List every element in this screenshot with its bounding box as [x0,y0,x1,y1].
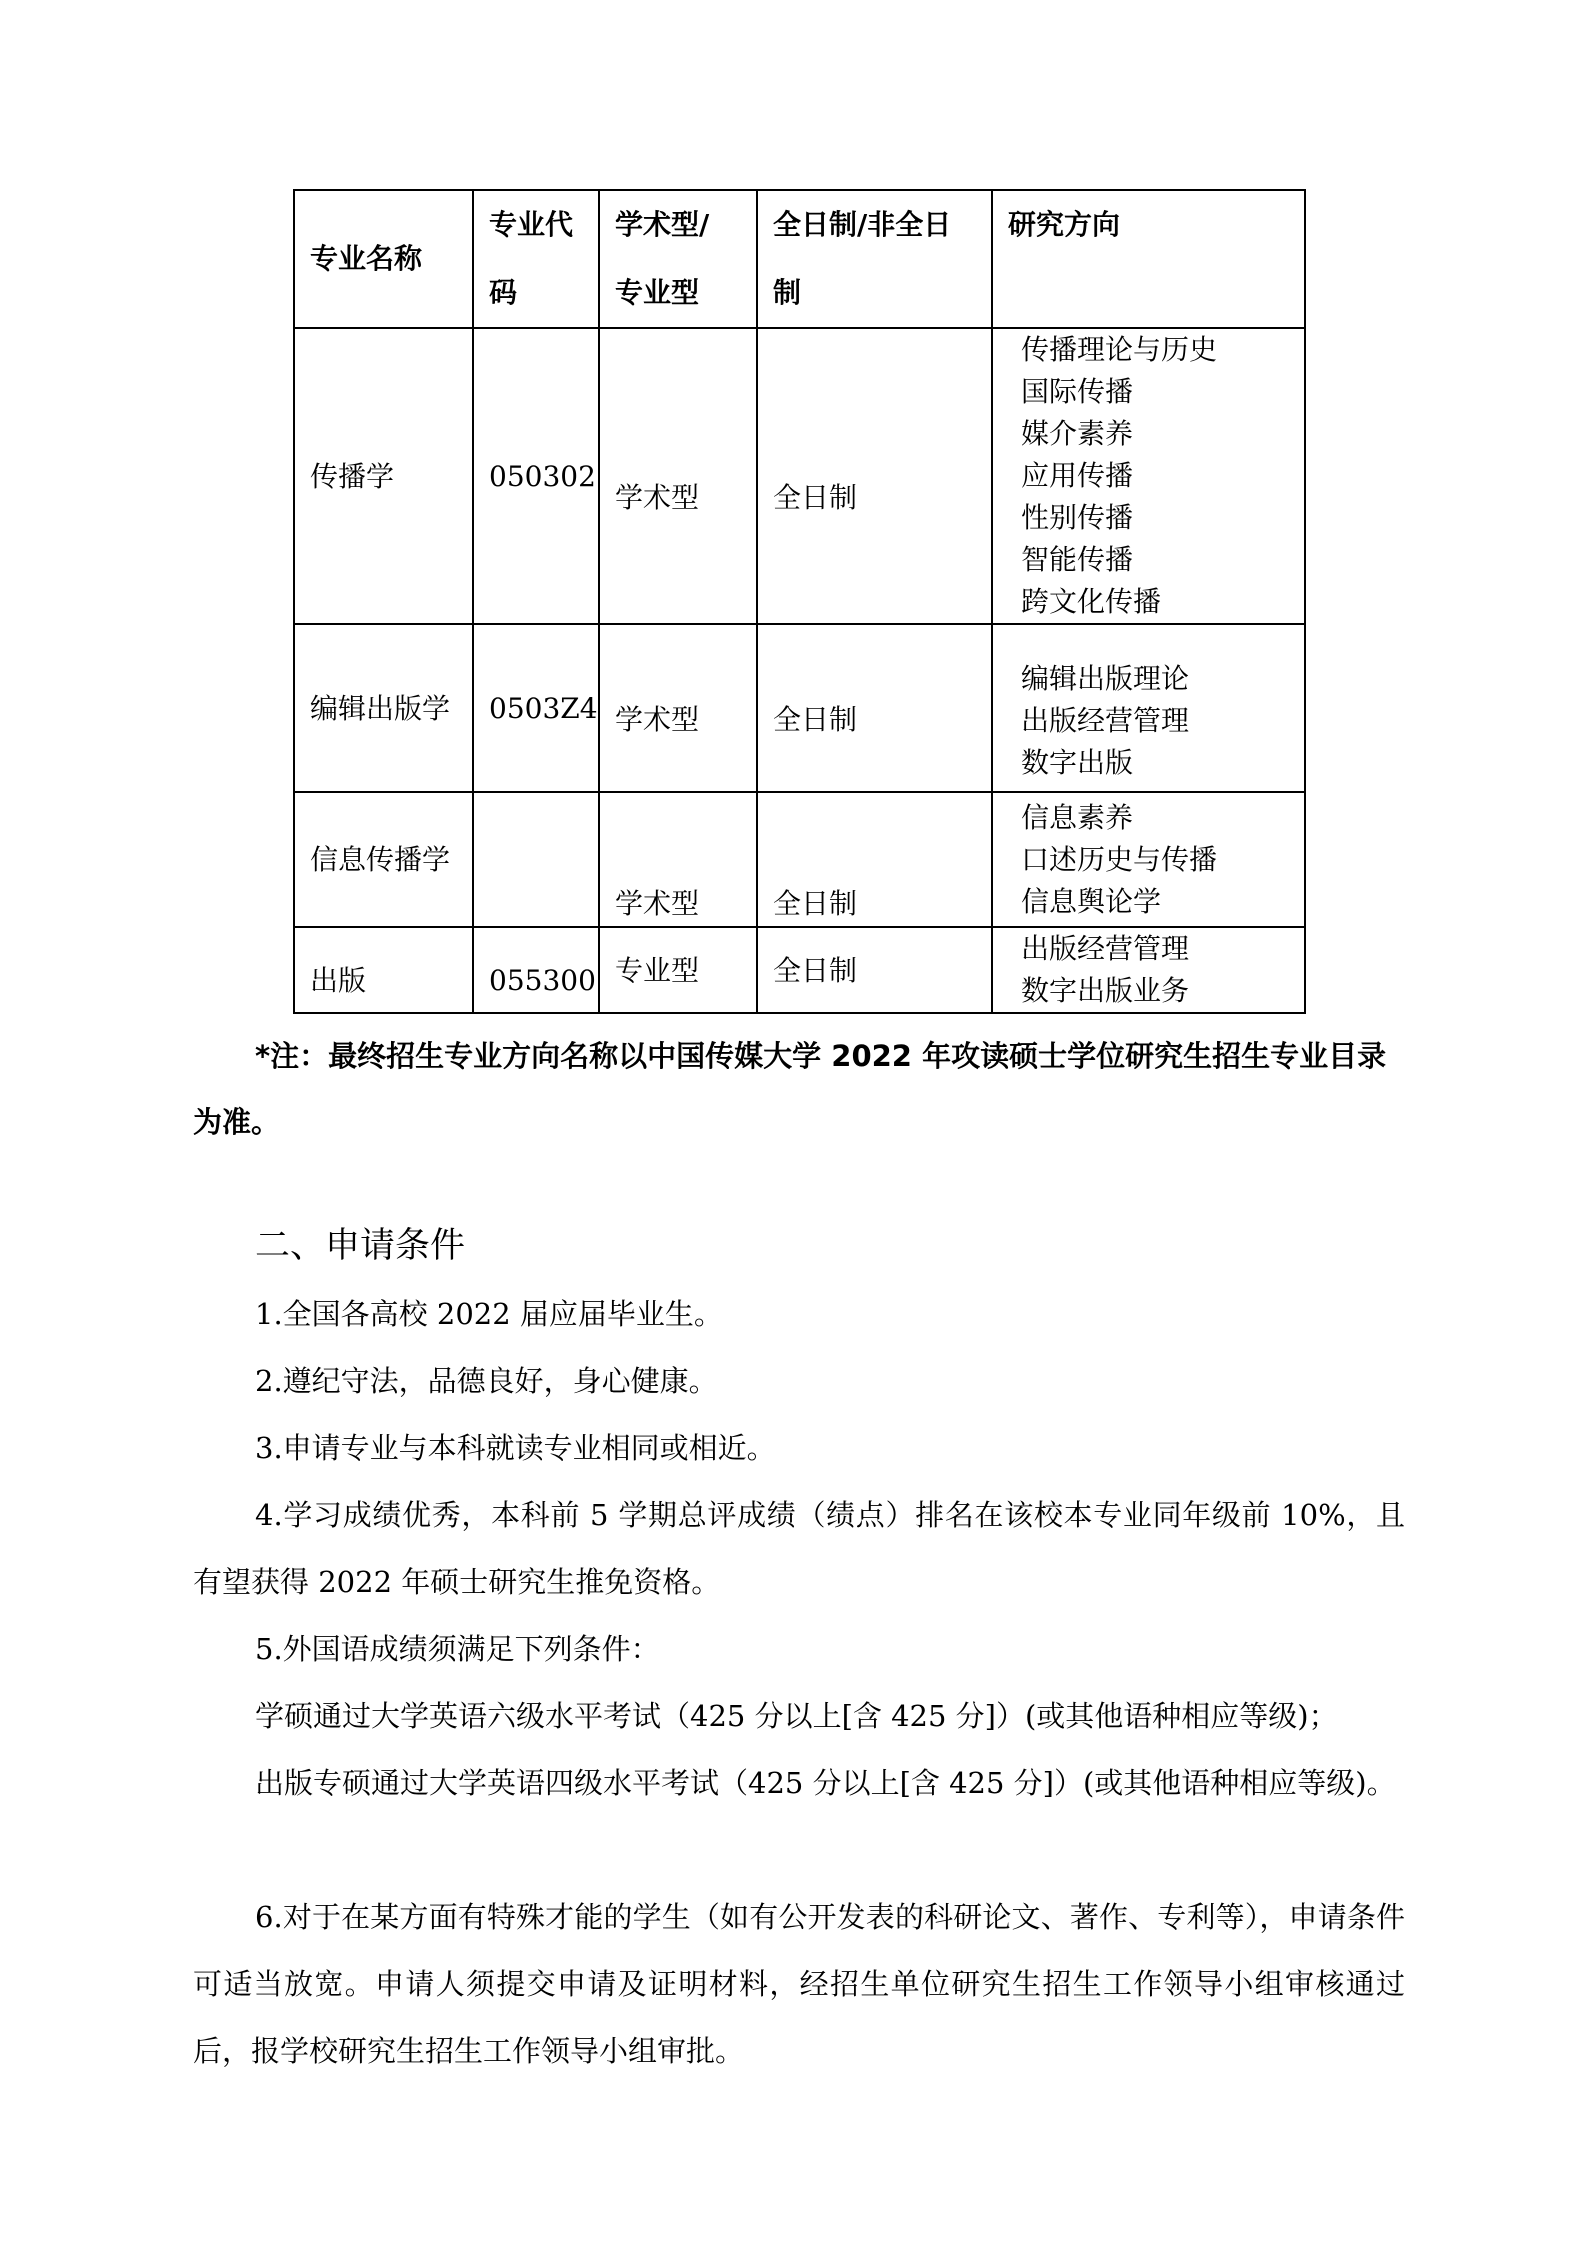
cell-study-mode: 全日制 [757,624,992,792]
direction-item: 信息舆论学 [1021,884,1162,918]
header-major-code: 专业代 码 [473,190,599,328]
cell-major-name: 编辑出版学 [294,624,473,792]
direction-item: 出版经营管理 [1021,932,1190,965]
direction-item: 智能传播 [1021,543,1134,576]
table-row [294,328,1305,624]
cell-research-directions [992,328,1305,624]
cell-research-directions [992,927,1305,1013]
table-footnote: *注：最终招生专业方向名称以中国传媒大学 2022 年攻读硕士学位研究生招生专业目录为准。 [193,1039,1387,1139]
table-row [294,792,1305,927]
direction-item: 出版经营管理 [1021,704,1190,737]
direction-item: 传播理论与历史 [1021,333,1218,366]
direction-item: 编辑出版理论 [1021,662,1190,695]
section-heading: 二、申请条件 [255,1226,466,1266]
table-header-row [294,190,1305,328]
condition-3: 3.申请专业与本科就读专业相同或相近。 [255,1431,776,1465]
cell-major-code: 055300 [473,927,599,1013]
condition-5-academic: 学硕通过大学英语六级水平考试（425 分以上[含 425 分]）(或其他语种相应等级)； [255,1699,1338,1733]
cell-study-mode: 全日制 [757,792,992,927]
condition-1: 1.全国各高校 2022 届应届毕业生。 [255,1297,723,1331]
direction-item: 数字出版业务 [1021,974,1190,1007]
cell-study-mode: 全日制 [757,328,992,624]
cell-degree-type: 学术型 [599,792,757,927]
cell-major-name: 传播学 [294,328,473,624]
direction-item: 媒介素养 [1021,417,1134,450]
cell-research-directions [992,792,1305,927]
cell-degree-type: 专业型 [599,927,757,1013]
condition-6: 6.对于在某方面有特殊才能的学生（如有公开发表的科研论文、著作、专利等），申请条件可适当放宽。申请人须提交申请及证明材料，经招生单位研究生招生工作领导小组审核通过后，报学校研究生招生工作领导小组审批。 [193,1900,1405,2068]
cell-major-name: 出版 [294,927,473,1013]
header-research-directions: 研究方向 [992,190,1305,328]
condition-5: 5.外国语成绩须满足下列条件： [255,1632,660,1666]
direction-item: 数字出版 [1021,746,1134,779]
major-catalog-table [293,189,1306,1014]
table-row [294,624,1305,792]
direction-item: 口述历史与传播 [1021,842,1218,876]
table-row [294,927,1305,1013]
condition-4: 4.学习成绩优秀，本科前 5 学期总评成绩（绩点）排名在该校本专业同年级前 10%，且有望获得 2022 年硕士研究生推免资格。 [193,1498,1405,1599]
direction-item: 跨文化传播 [1021,585,1162,618]
header-degree-type: 学术型/ 专业型 [599,190,757,328]
condition-2: 2.遵纪守法，品德良好，身心健康。 [255,1364,718,1398]
cell-major-code [473,792,599,927]
cell-study-mode: 全日制 [757,927,992,1013]
cell-major-code: 0503Z4 [473,624,599,792]
direction-item: 国际传播 [1021,375,1134,408]
direction-item: 应用传播 [1021,459,1134,492]
direction-item: 信息素养 [1021,800,1134,834]
header-major-name: 专业名称 [294,190,473,328]
cell-degree-type: 学术型 [599,624,757,792]
condition-5-professional: 出版专硕通过大学英语四级水平考试（425 分以上[含 425 分]）(或其他语种相应等级)。 [255,1766,1396,1800]
cell-major-code: 050302 [473,328,599,624]
header-study-mode: 全日制/非全日 制 [757,190,992,328]
cell-major-name: 信息传播学 [294,792,473,927]
cell-research-directions [992,624,1305,792]
cell-degree-type: 学术型 [599,328,757,624]
direction-item: 性别传播 [1021,501,1134,534]
